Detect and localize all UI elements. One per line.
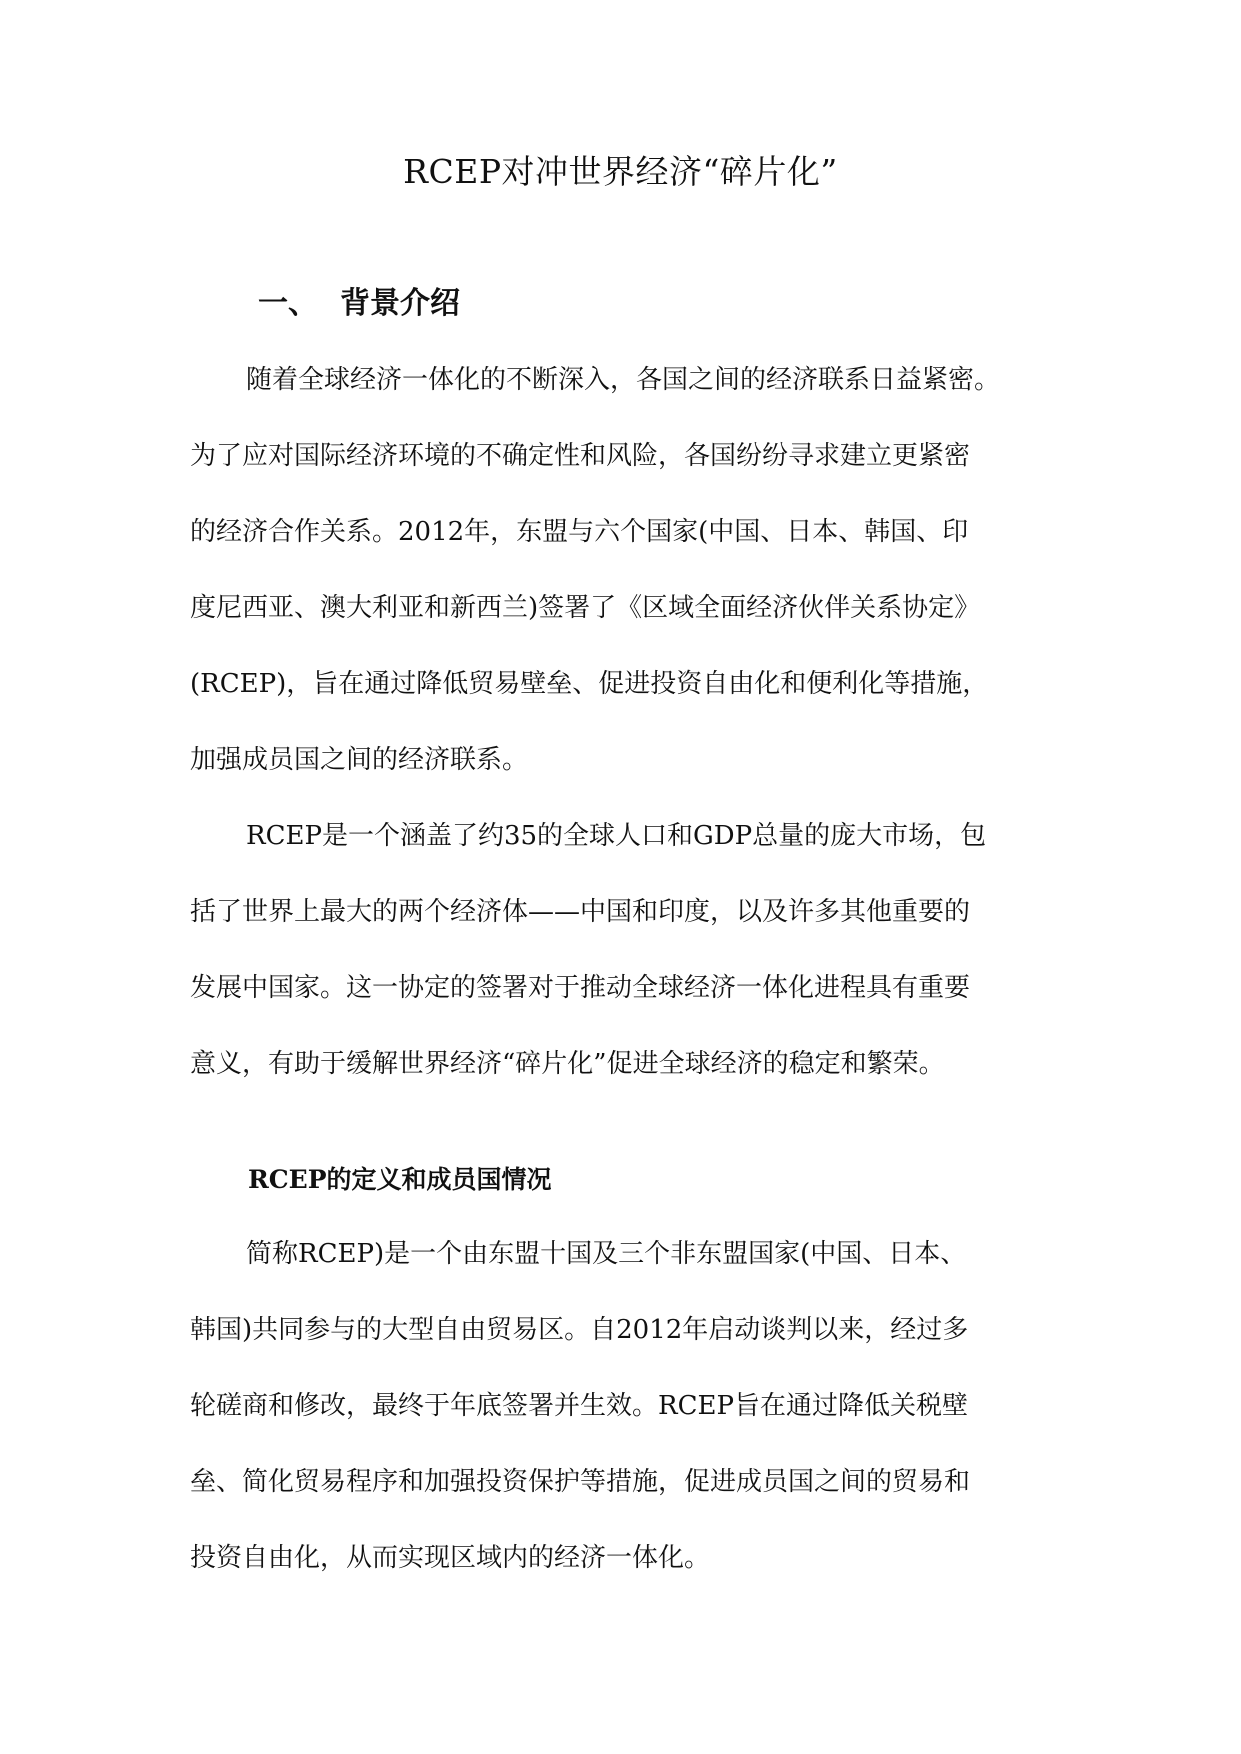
text-line: 为了应对国际经济环境的不确定性和风险，各国纷纷寻求建立更紧密 (190, 441, 971, 471)
text-line: 随着全球经济一体化的不断深入，各国之间的经济联系日益紧密。 (246, 365, 1001, 395)
text-line: 韩国)共同参与的大型自由贸易区。自2012年启动谈判以来，经过多 (190, 1315, 969, 1345)
section-number: 一、 (258, 286, 318, 321)
section-heading-text: 背景介绍 (340, 286, 460, 321)
text-line: (RCEP)，旨在通过降低贸易壁垒、促进投资自由化和便利化等措施， (190, 669, 989, 699)
document-title: RCEP对冲世界经济“碎片化” (403, 152, 838, 191)
text-line: 轮磋商和修改，最终于年底签署并生效。RCEP旨在通过降低关税壁 (190, 1391, 968, 1421)
text-line: 发展中国家。这一协定的签署对于推动全球经济一体化进程具有重要 (190, 973, 971, 1003)
text-line: 度尼西亚、澳大利亚和新西兰)签署了《区域全面经济伙伴关系协定》 (190, 593, 981, 623)
text-line: 简称RCEP)是一个由东盟十国及三个非东盟国家(中国、日本、 (246, 1239, 967, 1269)
text-line: 垒、简化贸易程序和加强投资保护等措施，促进成员国之间的贸易和 (190, 1467, 971, 1497)
section-heading-background (258, 284, 460, 324)
text-line: 加强成员国之间的经济联系。 (190, 745, 529, 775)
text-line: 括了世界上最大的两个经济体——中国和印度，以及许多其他重要的 (190, 897, 971, 927)
text-line: 意义，有助于缓解世界经济“碎片化”促进全球经济的稳定和繁荣。 (190, 1049, 945, 1079)
text-line: 投资自由化，从而实现区域内的经济一体化。 (190, 1543, 711, 1573)
text-line: 的经济合作关系。2012年，东盟与六个国家(中国、日本、韩国、印 (190, 517, 969, 547)
subheading-rcep-definition: RCEP的定义和成员国情况 (248, 1165, 552, 1194)
text-line: RCEP是一个涵盖了约35的全球人口和GDP总量的庞大市场，包 (246, 821, 987, 851)
